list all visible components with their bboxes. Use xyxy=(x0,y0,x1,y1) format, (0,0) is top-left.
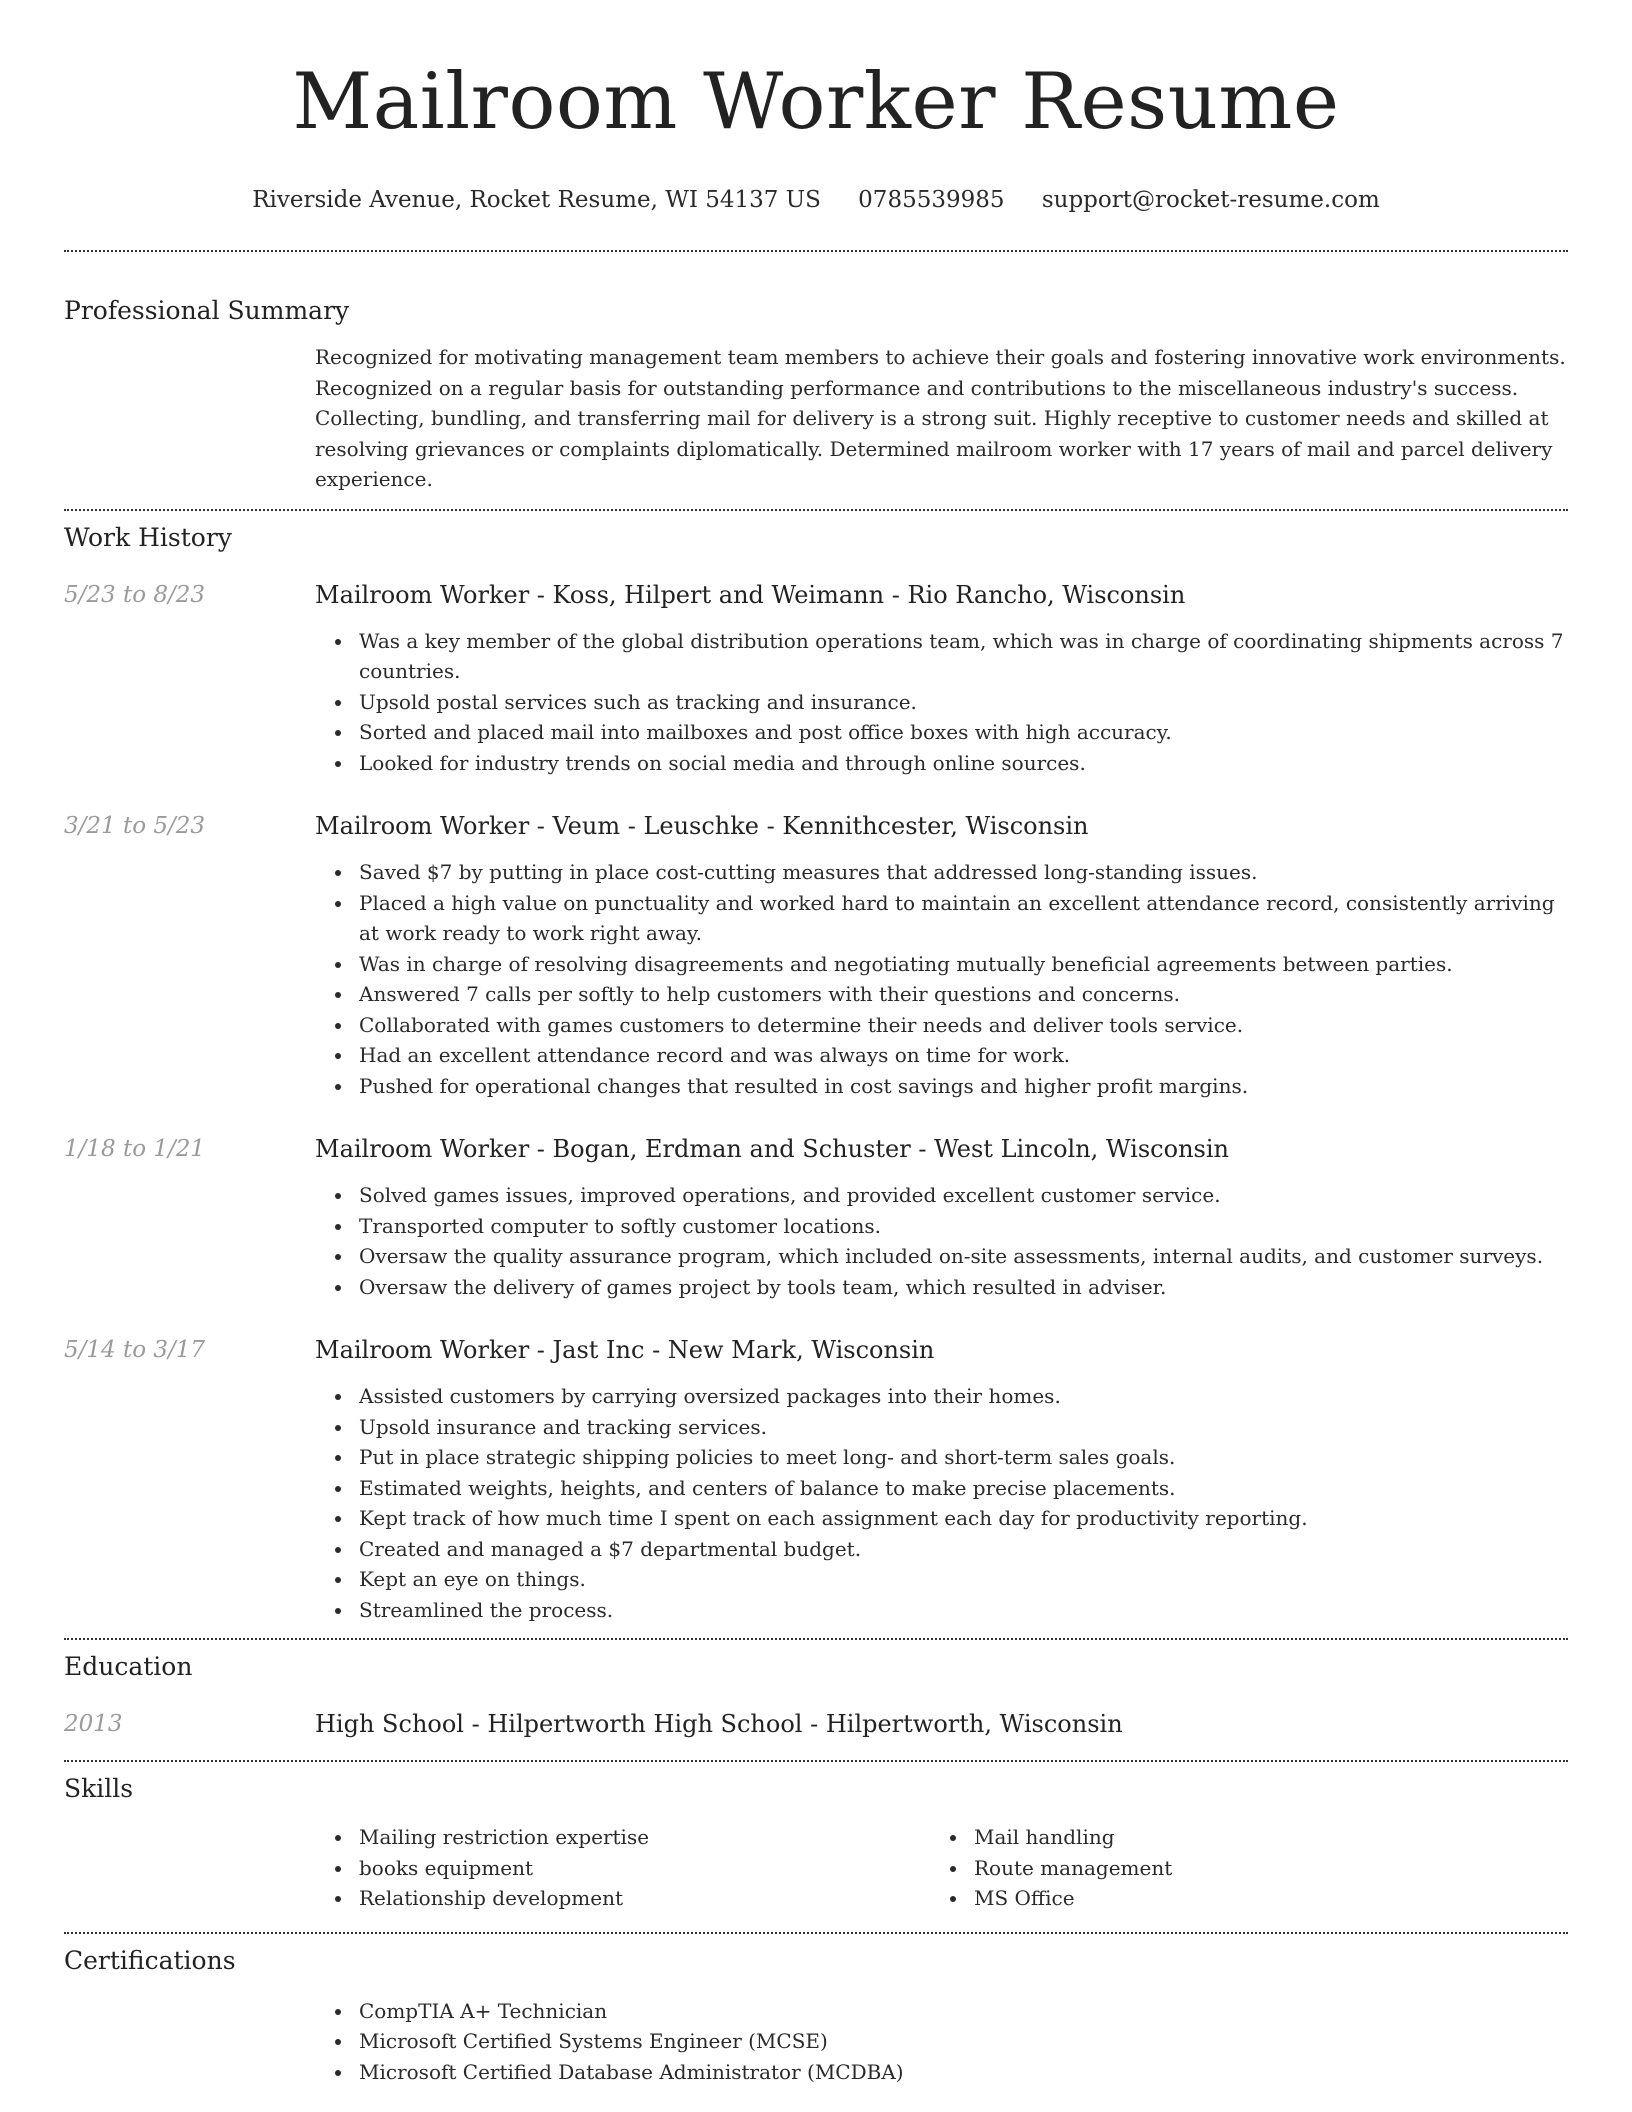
list-item: Looked for industry trends on social media and through online sources. xyxy=(315,748,1568,779)
section-heading-summary: Professional Summary xyxy=(64,296,350,325)
job-bullets xyxy=(315,1381,1568,1625)
section-heading-skills: Skills xyxy=(64,1774,134,1803)
work-history-section xyxy=(64,521,1568,1626)
list-item: Was a key member of the global distribution operations team, which was in charge of coordinating shipments across 7 countries. xyxy=(315,626,1568,687)
job-dates: 1/18 to 1/21 xyxy=(64,1136,206,1162)
list-item: Created and managed a $7 departmental budget. xyxy=(315,1534,1568,1565)
list-item: Collaborated with games customers to determine their needs and deliver tools service. xyxy=(315,1010,1568,1041)
divider xyxy=(64,509,1568,511)
divider xyxy=(64,1760,1568,1762)
list-item: Kept track of how much time I spent on each assignment each day for productivity reporting. xyxy=(315,1503,1568,1534)
education-title: High School - Hilpertworth High School - Hilpertworth, Wisconsin xyxy=(315,1710,1123,1738)
list-item: Microsoft Certified Database Administrator (MCDBA) xyxy=(315,2057,1568,2088)
job-title: Mailroom Worker - Bogan, Erdman and Schuster - West Lincoln, Wisconsin xyxy=(315,1135,1229,1163)
list-item: Solved games issues, improved operations, and provided excellent customer service. xyxy=(315,1180,1568,1211)
job-bullets xyxy=(315,626,1568,779)
list-item: books equipment xyxy=(315,1853,930,1884)
job-dates: 5/14 to 3/17 xyxy=(64,1337,206,1363)
skills-grid xyxy=(315,1822,1568,1914)
contact-line xyxy=(64,184,1568,216)
education-entry xyxy=(64,1707,1568,1741)
job-dates: 5/23 to 8/23 xyxy=(64,581,206,608)
education-section xyxy=(64,1650,1568,1741)
summary-section xyxy=(64,294,1568,495)
list-item: Answered 7 calls per softly to help customers with their questions and concerns. xyxy=(315,979,1568,1010)
certifications-section xyxy=(64,1944,1568,2088)
list-item: Pushed for operational changes that resulted in cost savings and higher profit margins. xyxy=(315,1071,1568,1102)
list-item: Oversaw the delivery of games project by tools team, which resulted in adviser. xyxy=(315,1272,1568,1303)
list-item: Upsold insurance and tracking services. xyxy=(315,1412,1568,1443)
education-dates: 2013 xyxy=(64,1711,123,1737)
section-heading-certifications: Certifications xyxy=(64,1945,236,1975)
job-entry xyxy=(64,1132,1568,1302)
section-heading-work-history: Work History xyxy=(64,522,232,552)
resume-page xyxy=(64,0,1568,2087)
certifications-list xyxy=(315,1996,1568,2088)
list-item: CompTIA A+ Technician xyxy=(315,1996,1568,2027)
list-item: Estimated weights, heights, and centers of balance to make precise placements. xyxy=(315,1473,1568,1504)
job-bullets xyxy=(315,1180,1568,1302)
divider xyxy=(64,1638,1568,1640)
list-item: Was in charge of resolving disagreements and negotiating mutually beneficial agreements between parties. xyxy=(315,949,1568,980)
skills-section xyxy=(64,1772,1568,1914)
job-bullets xyxy=(315,857,1568,1101)
list-item: Placed a high value on punctuality and worked hard to maintain an excellent attendance record, consistently arriving at work ready to work right away. xyxy=(315,888,1568,949)
list-item: Assisted customers by carrying oversized packages into their homes. xyxy=(315,1381,1568,1412)
contact-address: Riverside Avenue, Rocket Resume, WI 54137 US xyxy=(252,187,821,213)
list-item: Mailing restriction expertise xyxy=(315,1822,930,1853)
job-entry xyxy=(64,809,1568,1101)
resume-title: Mailroom Worker Resume xyxy=(292,57,1340,147)
list-item: Microsoft Certified Systems Engineer (MCSE) xyxy=(315,2026,1568,2057)
list-item: Sorted and placed mail into mailboxes and post office boxes with high accuracy. xyxy=(315,717,1568,748)
contact-phone: 0785539985 xyxy=(858,187,1005,213)
list-item: Saved $7 by putting in place cost-cutting measures that addressed long-standing issues. xyxy=(315,857,1568,888)
list-item: Had an excellent attendance record and was always on time for work. xyxy=(315,1040,1568,1071)
job-entry xyxy=(64,1333,1568,1625)
skills-list-left xyxy=(315,1822,930,1914)
list-item: Mail handling xyxy=(930,1822,1545,1853)
list-item: Put in place strategic shipping policies to meet long- and short-term sales goals. xyxy=(315,1442,1568,1473)
job-entry xyxy=(64,578,1568,779)
list-item: MS Office xyxy=(930,1883,1545,1914)
list-item: Route management xyxy=(930,1853,1545,1884)
job-title: Mailroom Worker - Koss, Hilpert and Weimann - Rio Rancho, Wisconsin xyxy=(315,580,1186,609)
contact-email: support@rocket-resume.com xyxy=(1041,187,1380,213)
divider xyxy=(64,1932,1568,1934)
list-item: Upsold postal services such as tracking and insurance. xyxy=(315,687,1568,718)
divider xyxy=(64,250,1568,252)
section-heading-education: Education xyxy=(64,1652,193,1681)
list-item: Oversaw the quality assurance program, which included on-site assessments, internal audits, and customer surveys. xyxy=(315,1241,1568,1272)
list-item: Transported computer to softly customer locations. xyxy=(315,1211,1568,1242)
job-dates: 3/21 to 5/23 xyxy=(64,813,206,839)
job-title: Mailroom Worker - Veum - Leuschke - Kennithcester, Wisconsin xyxy=(315,812,1089,840)
list-item: Kept an eye on things. xyxy=(315,1564,1568,1595)
skills-list-right xyxy=(930,1822,1545,1914)
summary-text: Recognized for motivating management team members to achieve their goals and fostering innovative work environments. Recognized on a regular basis for outstanding performance and contributions to the miscellaneous industry's success. Collecting, bundling, and transferring mail for delivery is a strong suit. Highly receptive to customer needs and skilled at resolving grievances or complaints diplomatically. Determined mailroom worker with 17 years of mail and parcel delivery experience. xyxy=(315,345,1566,491)
list-item: Streamlined the process. xyxy=(315,1595,1568,1626)
list-item: Relationship development xyxy=(315,1883,930,1914)
job-title: Mailroom Worker - Jast Inc - New Mark, Wisconsin xyxy=(315,1336,935,1364)
